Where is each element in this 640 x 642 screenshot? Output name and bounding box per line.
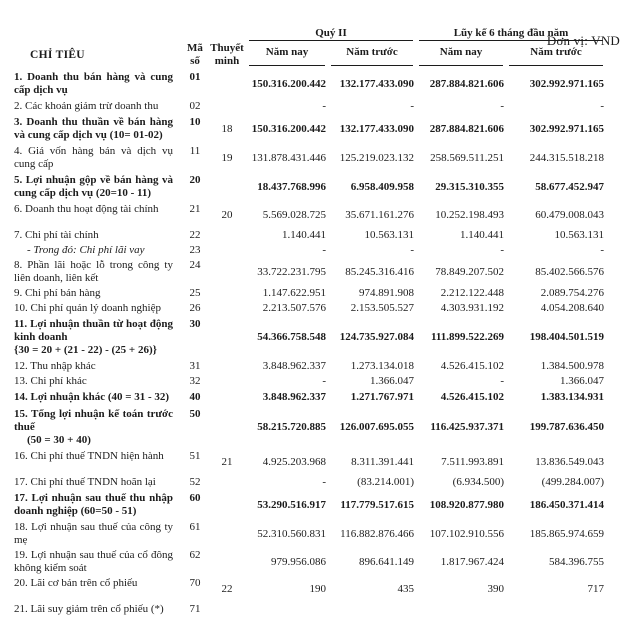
row-value: 53.290.516.917 [257,498,326,511]
row-value: 1.271.767.971 [350,391,414,403]
row-value: 132.177.433.090 [339,122,414,135]
row-value: 8.311.391.441 [351,455,414,468]
row-code: 23 [189,244,201,256]
row-value: 974.891.908 [359,287,414,299]
row-code: 01 [189,71,201,83]
row-value [246,602,328,617]
row-value: 60.479.008.043 [535,208,604,221]
row-value: 126.007.695.055 [339,421,414,433]
column-header-code: Mã số [187,42,203,67]
column-header-q2-prior: Năm trước [328,41,416,69]
row-label-cell [14,602,182,617]
row-value: 78.849.207.502 [435,265,504,278]
row-value: 1.147.622.951 [262,287,326,299]
row-label: 11. Lợi nhuận thuần từ hoạt động kinh doanh [14,318,173,343]
row-value: 896.641.149 [359,555,414,568]
row-label-cell [14,449,182,475]
row-value: 4.526.415.102 [440,391,504,403]
row-value: 10.563.131 [554,229,604,241]
column-header-ytd-current: Năm nay [416,41,506,69]
row-value: 1.817.967.424 [440,555,504,568]
row-code: 51 [189,450,201,462]
table-row [14,316,606,359]
table-row [14,286,606,301]
row-value: 287.884.821.606 [429,77,504,90]
row-value: 10.252.198.493 [435,208,504,221]
row-value: 4.526.415.102 [440,360,504,372]
row-value: 85.245.316.416 [345,265,414,278]
row-value: 287.884.821.606 [429,122,504,135]
row-code: 71 [189,603,201,615]
row-label: 17. Chi phí thuế TNDN hoãn lại [14,476,156,488]
row-note [208,406,246,449]
row-value: 1.273.134.018 [350,360,414,372]
row-value: - [410,100,414,112]
table-row [14,406,606,449]
row-label-cell [14,576,182,602]
row-value: 116.882.876.466 [340,527,414,540]
table-row [14,258,606,286]
row-value: 3.848.962.337 [262,360,326,372]
table-body [14,69,606,617]
row-value: 185.865.974.659 [529,527,604,540]
row-label-cell [14,520,182,548]
row-value: (6.934.500) [452,476,504,488]
row-code: 11 [189,145,201,157]
table-row [14,475,606,490]
row-label-formula: (50 = 30 + 40) [27,434,91,446]
column-header-q2-current: Năm nay [246,41,328,69]
row-value: 190 [309,582,326,595]
row-value: - [600,100,604,112]
row-value: - [322,476,326,488]
row-value: 116.425.937.371 [430,421,504,433]
table-row [14,602,606,617]
row-value: 5.569.028.725 [262,208,326,221]
row-value: 258.569.511.251 [430,151,504,164]
row-value: - [500,375,504,387]
row-value: 150.316.200.442 [251,77,326,90]
table-row [14,172,606,202]
row-value: 131.878.431.446 [251,151,326,164]
row-code: 52 [189,476,201,488]
row-label: 6. Doanh thu hoạt động tài chính [14,203,159,215]
row-value: 2.212.122.448 [440,287,504,299]
row-value: 13.836.549.043 [535,455,604,468]
row-value: 1.140.441 [282,229,326,241]
row-note: 18 [221,123,233,135]
row-value: 33.722.231.795 [257,265,326,278]
row-value: - [500,244,504,256]
row-value: 979.956.086 [271,555,326,568]
row-label: 14. Lợi nhuận khác (40 = 31 - 32) [14,391,170,403]
row-value: 10.563.131 [364,229,414,241]
row-label: 18. Lợi nhuận sau thuế của công ty mẹ [14,521,173,546]
row-label-cell [14,144,182,172]
row-code: 50 [189,408,201,420]
row-value: 117.779.517.615 [340,498,414,511]
row-note [208,228,246,243]
row-value: 1.383.134.931 [540,391,604,403]
row-value: 7.511.993.891 [441,455,504,468]
income-statement-table [14,27,606,617]
group-header-quarter-label: Quý II [249,27,413,41]
row-code: 40 [189,391,201,403]
row-label-cell [14,490,182,520]
row-label-cell [14,69,182,99]
row-label: 10. Chi phí quản lý doanh nghiệp [14,302,161,314]
row-value: 1.384.500.978 [540,360,604,372]
row-code: 26 [189,302,201,314]
row-note: 20 [221,209,233,221]
row-value: 244.315.518.218 [529,151,604,164]
row-label: 19. Lợi nhuận sau thuế của cổ đông không kiểm soát [14,549,173,574]
row-note: 21 [221,456,233,468]
table-row [14,99,606,114]
table-row [14,69,606,99]
row-value: 435 [397,582,414,595]
table-row [14,114,606,144]
row-note [208,69,246,99]
row-value [328,602,416,617]
row-note: 19 [221,152,233,164]
row-code: 24 [189,259,201,271]
row-value: 198.404.501.519 [529,331,604,343]
row-label-cell [14,475,182,490]
row-value: 186.450.371.414 [529,498,604,511]
row-label: 8. Phần lãi hoặc lỗ trong công ty liên doanh, liên kết [14,259,173,284]
row-label: 13. Chi phí khác [14,375,87,387]
row-value: 29.315.310.355 [435,180,504,193]
row-code: 10 [189,116,201,128]
row-label-cell [14,258,182,286]
row-label: 20. Lãi cơ bản trên cổ phiếu [14,577,138,589]
row-code: 25 [189,287,201,299]
row-value: 2.213.507.576 [262,302,326,314]
row-label-cell [14,389,182,406]
row-value: 58.677.452.947 [535,180,604,193]
row-value: 111.899.522.269 [430,331,504,343]
row-code: 30 [189,318,201,330]
row-label: 1. Doanh thu bán hàng và cung cấp dịch vụ [14,71,173,96]
table-row [14,548,606,576]
table-row [14,520,606,548]
row-label: 12. Thu nhập khác [14,360,96,372]
row-value: - [322,375,326,387]
row-value [506,602,606,617]
table-row [14,301,606,316]
column-header-ytd-prior: Năm trước [506,41,606,69]
row-value: - [322,100,326,112]
row-value: (499.284.007) [541,476,604,488]
row-value: 54.366.758.548 [257,331,326,343]
row-value: 199.787.636.450 [529,421,604,433]
row-value: 4.054.208.640 [540,302,604,314]
table-row [14,144,606,172]
row-value [416,602,506,617]
table-row [14,228,606,243]
row-value: 52.310.560.831 [257,527,326,540]
row-label-cell [14,359,182,374]
table-row [14,449,606,475]
table-row [14,490,606,520]
column-header-row [14,41,606,69]
row-value: 3.848.962.337 [262,391,326,403]
row-note [208,99,246,114]
row-note [208,172,246,202]
group-header-ytd-label: Lũy kế 6 tháng đầu năm [419,27,603,41]
row-label-cell [14,99,182,114]
row-value: 18.437.768.996 [257,180,326,193]
table-row [14,243,606,258]
row-value: 150.316.200.442 [251,122,326,135]
row-value: 132.177.433.090 [339,77,414,90]
row-value: 125.219.023.132 [339,151,414,164]
table-row [14,389,606,406]
row-value: 302.992.971.165 [529,122,604,135]
row-note [208,520,246,548]
row-value: 1.366.047 [560,375,604,387]
row-value: 1.366.047 [370,375,414,387]
row-note [208,286,246,301]
table-row [14,374,606,389]
row-label: 17. Lợi nhuận sau thuế thu nhập doanh nghiệp (60=50 - 51) [14,492,173,517]
row-label: - Trong đó: Chi phí lãi vay [27,244,145,256]
row-value: 35.671.161.276 [345,208,414,221]
row-note [208,389,246,406]
row-value: 6.958.409.958 [350,180,414,193]
row-label-cell [14,316,182,359]
row-note [208,490,246,520]
row-code: 60 [189,492,201,504]
row-code: 31 [189,360,201,372]
table-row [14,576,606,602]
table-row [14,359,606,374]
row-value: 4.925.203.968 [262,455,326,468]
row-label-cell [14,228,182,243]
row-note [208,548,246,576]
row-label-cell [14,374,182,389]
group-header-quarter [246,27,416,41]
row-note [208,243,246,258]
row-label-cell [14,114,182,144]
row-label-cell [14,406,182,449]
row-note [208,374,246,389]
row-label-formula: {30 = 20 + (21 - 22) - (25 + 26)} [14,344,157,356]
column-group-row [14,27,606,41]
row-code: 62 [189,549,201,561]
column-header-criteria: CHỈ TIÊU [30,49,85,61]
row-code: 22 [189,229,201,241]
row-note [208,359,246,374]
row-value: 4.303.931.192 [440,302,504,314]
row-label: 16. Chi phí thuế TNDN hiện hành [14,450,164,462]
row-code: 70 [189,577,201,589]
row-label-cell [14,243,182,258]
row-note [208,602,246,617]
column-header-note: Thuyết minh [210,42,244,67]
row-code: 20 [189,174,201,186]
row-label-cell [14,301,182,316]
row-label-cell [14,172,182,202]
row-label-cell [14,286,182,301]
row-value: 1.140.441 [460,229,504,241]
row-code: 02 [189,100,201,112]
row-label-cell [14,548,182,576]
row-value: 58.215.720.885 [257,421,326,433]
row-label-cell [14,202,182,228]
row-value: 584.396.755 [549,555,604,568]
row-value: 717 [587,582,604,595]
row-note [208,258,246,286]
row-note [208,301,246,316]
row-note [208,475,246,490]
row-value: 107.102.910.556 [429,527,504,540]
row-code: 21 [189,203,201,215]
row-value: 390 [487,582,504,595]
row-value: (83.214.001) [357,476,414,488]
table-row [14,202,606,228]
row-label: 7. Chi phí tài chính [14,229,99,241]
row-code: 61 [189,521,201,533]
row-value: 85.402.566.576 [535,265,604,278]
row-value: 302.992.971.165 [529,77,604,90]
unit-label: Đơn vị: VND [546,33,620,48]
row-label: 15. Tổng lợi nhuận kế toán trước thuế [14,408,173,433]
row-note: 22 [221,583,233,595]
row-value: 108.920.877.980 [429,498,504,511]
row-value: 124.735.927.084 [339,331,414,343]
row-label: 21. Lãi suy giảm trên cổ phiếu (*) [14,603,164,615]
row-code: 32 [189,375,201,387]
row-value: - [600,244,604,256]
row-label: 2. Các khoản giảm trừ doanh thu [14,100,159,112]
row-label: 9. Chi phí bán hàng [14,287,101,299]
row-value: 2.089.754.276 [540,287,604,299]
row-label: 4. Giá vốn hàng bán và dịch vụ cung cấp [14,145,173,170]
row-value: - [500,100,504,112]
row-value: 2.153.505.527 [350,302,414,314]
row-label: 3. Doanh thu thuần về bán hàng và cung cấp dịch vụ (10= 01-02) [14,116,173,141]
row-value: - [410,244,414,256]
row-label: 5. Lợi nhuận gộp về bán hàng và cung cấp dịch vụ (20=10 - 11) [14,174,173,199]
row-note [208,316,246,359]
row-value: - [322,244,326,256]
